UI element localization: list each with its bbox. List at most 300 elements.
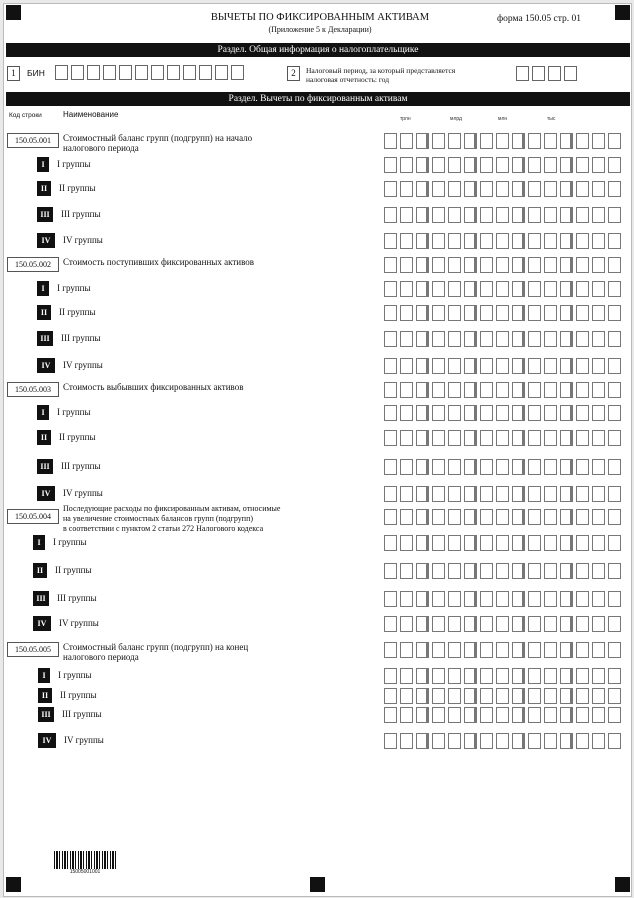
- amount-cell[interactable]: [544, 486, 557, 502]
- amount-cell[interactable]: [592, 733, 605, 749]
- amount-cell[interactable]: [464, 382, 477, 398]
- amount-cell[interactable]: [480, 430, 493, 446]
- amount-cell[interactable]: [432, 233, 445, 249]
- amount-cell[interactable]: [496, 535, 509, 551]
- amount-cell[interactable]: [480, 133, 493, 149]
- amount-cell[interactable]: [496, 233, 509, 249]
- amount-cell[interactable]: [496, 331, 509, 347]
- amount-cell[interactable]: [608, 207, 621, 223]
- amount-cell[interactable]: [448, 707, 461, 723]
- amount-cell[interactable]: [544, 331, 557, 347]
- amount-cell[interactable]: [384, 305, 397, 321]
- group-amount-cells[interactable]: [384, 707, 624, 723]
- amount-cell[interactable]: [384, 430, 397, 446]
- amount-cell[interactable]: [384, 459, 397, 475]
- amount-cell[interactable]: [416, 133, 429, 149]
- amount-cell[interactable]: [432, 486, 445, 502]
- amount-cell[interactable]: [528, 668, 541, 684]
- amount-cell[interactable]: [384, 181, 397, 197]
- amount-cell[interactable]: [544, 257, 557, 273]
- bin-input-cells[interactable]: [55, 65, 244, 80]
- amount-cell[interactable]: [528, 233, 541, 249]
- amount-cell[interactable]: [480, 181, 493, 197]
- amount-cell[interactable]: [432, 707, 445, 723]
- amount-cell[interactable]: [512, 509, 525, 525]
- amount-cell[interactable]: [384, 257, 397, 273]
- group-amount-cells[interactable]: [384, 535, 624, 551]
- group-amount-cells[interactable]: [384, 563, 624, 579]
- row-amount-cells[interactable]: [384, 257, 624, 273]
- amount-cell[interactable]: [496, 382, 509, 398]
- amount-cell[interactable]: [496, 688, 509, 704]
- amount-cell[interactable]: [432, 733, 445, 749]
- amount-cell[interactable]: [576, 305, 589, 321]
- amount-cell[interactable]: [400, 430, 413, 446]
- amount-cell[interactable]: [528, 207, 541, 223]
- amount-cell[interactable]: [416, 509, 429, 525]
- amount-cell[interactable]: [576, 509, 589, 525]
- amount-cell[interactable]: [560, 707, 573, 723]
- amount-cell[interactable]: [512, 642, 525, 658]
- amount-cell[interactable]: [512, 382, 525, 398]
- amount-cell[interactable]: [384, 668, 397, 684]
- amount-cell[interactable]: [464, 207, 477, 223]
- amount-cell[interactable]: [528, 181, 541, 197]
- amount-cell[interactable]: [464, 233, 477, 249]
- amount-cell[interactable]: [576, 157, 589, 173]
- amount-cell[interactable]: [560, 642, 573, 658]
- amount-cell[interactable]: [576, 563, 589, 579]
- amount-cell[interactable]: [416, 358, 429, 374]
- amount-cell[interactable]: [400, 233, 413, 249]
- amount-cell[interactable]: [416, 707, 429, 723]
- amount-cell[interactable]: [576, 668, 589, 684]
- amount-cell[interactable]: [416, 563, 429, 579]
- group-amount-cells[interactable]: [384, 281, 624, 297]
- amount-cell[interactable]: [592, 257, 605, 273]
- bin-cell[interactable]: [71, 65, 84, 80]
- amount-cell[interactable]: [464, 591, 477, 607]
- amount-cell[interactable]: [528, 358, 541, 374]
- amount-cell[interactable]: [432, 668, 445, 684]
- amount-cell[interactable]: [448, 405, 461, 421]
- amount-cell[interactable]: [416, 233, 429, 249]
- row-amount-cells[interactable]: [384, 642, 624, 658]
- amount-cell[interactable]: [512, 305, 525, 321]
- amount-cell[interactable]: [512, 233, 525, 249]
- amount-cell[interactable]: [416, 535, 429, 551]
- amount-cell[interactable]: [512, 157, 525, 173]
- amount-cell[interactable]: [544, 358, 557, 374]
- amount-cell[interactable]: [544, 405, 557, 421]
- amount-cell[interactable]: [448, 688, 461, 704]
- amount-cell[interactable]: [560, 563, 573, 579]
- amount-cell[interactable]: [416, 459, 429, 475]
- bin-cell[interactable]: [183, 65, 196, 80]
- amount-cell[interactable]: [480, 733, 493, 749]
- amount-cell[interactable]: [400, 459, 413, 475]
- amount-cell[interactable]: [416, 668, 429, 684]
- amount-cell[interactable]: [592, 591, 605, 607]
- amount-cell[interactable]: [592, 382, 605, 398]
- amount-cell[interactable]: [400, 733, 413, 749]
- group-amount-cells[interactable]: [384, 181, 624, 197]
- amount-cell[interactable]: [400, 305, 413, 321]
- amount-cell[interactable]: [608, 281, 621, 297]
- amount-cell[interactable]: [576, 133, 589, 149]
- amount-cell[interactable]: [528, 733, 541, 749]
- amount-cell[interactable]: [544, 688, 557, 704]
- amount-cell[interactable]: [528, 305, 541, 321]
- amount-cell[interactable]: [560, 157, 573, 173]
- amount-cell[interactable]: [512, 133, 525, 149]
- amount-cell[interactable]: [400, 591, 413, 607]
- group-amount-cells[interactable]: [384, 486, 624, 502]
- amount-cell[interactable]: [544, 591, 557, 607]
- amount-cell[interactable]: [480, 305, 493, 321]
- amount-cell[interactable]: [432, 509, 445, 525]
- amount-cell[interactable]: [608, 486, 621, 502]
- amount-cell[interactable]: [384, 207, 397, 223]
- amount-cell[interactable]: [432, 642, 445, 658]
- amount-cell[interactable]: [592, 430, 605, 446]
- amount-cell[interactable]: [432, 688, 445, 704]
- amount-cell[interactable]: [512, 668, 525, 684]
- amount-cell[interactable]: [480, 281, 493, 297]
- amount-cell[interactable]: [464, 331, 477, 347]
- amount-cell[interactable]: [592, 668, 605, 684]
- amount-cell[interactable]: [576, 257, 589, 273]
- group-amount-cells[interactable]: [384, 459, 624, 475]
- amount-cell[interactable]: [480, 535, 493, 551]
- amount-cell[interactable]: [496, 405, 509, 421]
- amount-cell[interactable]: [496, 207, 509, 223]
- amount-cell[interactable]: [480, 358, 493, 374]
- year-cell[interactable]: [516, 66, 529, 81]
- amount-cell[interactable]: [464, 157, 477, 173]
- amount-cell[interactable]: [512, 207, 525, 223]
- amount-cell[interactable]: [384, 688, 397, 704]
- amount-cell[interactable]: [528, 707, 541, 723]
- amount-cell[interactable]: [480, 563, 493, 579]
- amount-cell[interactable]: [384, 591, 397, 607]
- amount-cell[interactable]: [416, 305, 429, 321]
- amount-cell[interactable]: [560, 459, 573, 475]
- amount-cell[interactable]: [512, 688, 525, 704]
- amount-cell[interactable]: [592, 358, 605, 374]
- amount-cell[interactable]: [544, 642, 557, 658]
- amount-cell[interactable]: [560, 181, 573, 197]
- amount-cell[interactable]: [464, 535, 477, 551]
- amount-cell[interactable]: [416, 486, 429, 502]
- amount-cell[interactable]: [400, 257, 413, 273]
- amount-cell[interactable]: [400, 616, 413, 632]
- amount-cell[interactable]: [592, 207, 605, 223]
- amount-cell[interactable]: [480, 382, 493, 398]
- amount-cell[interactable]: [592, 233, 605, 249]
- amount-cell[interactable]: [480, 157, 493, 173]
- amount-cell[interactable]: [448, 382, 461, 398]
- amount-cell[interactable]: [448, 430, 461, 446]
- amount-cell[interactable]: [512, 563, 525, 579]
- amount-cell[interactable]: [496, 281, 509, 297]
- amount-cell[interactable]: [560, 281, 573, 297]
- amount-cell[interactable]: [400, 207, 413, 223]
- amount-cell[interactable]: [448, 563, 461, 579]
- amount-cell[interactable]: [592, 459, 605, 475]
- amount-cell[interactable]: [576, 233, 589, 249]
- amount-cell[interactable]: [448, 281, 461, 297]
- group-amount-cells[interactable]: [384, 207, 624, 223]
- amount-cell[interactable]: [592, 181, 605, 197]
- bin-cell[interactable]: [103, 65, 116, 80]
- amount-cell[interactable]: [528, 257, 541, 273]
- amount-cell[interactable]: [592, 688, 605, 704]
- amount-cell[interactable]: [576, 207, 589, 223]
- amount-cell[interactable]: [608, 616, 621, 632]
- amount-cell[interactable]: [432, 563, 445, 579]
- amount-cell[interactable]: [576, 733, 589, 749]
- amount-cell[interactable]: [400, 668, 413, 684]
- amount-cell[interactable]: [464, 707, 477, 723]
- amount-cell[interactable]: [432, 207, 445, 223]
- amount-cell[interactable]: [528, 486, 541, 502]
- amount-cell[interactable]: [592, 707, 605, 723]
- amount-cell[interactable]: [576, 281, 589, 297]
- amount-cell[interactable]: [592, 535, 605, 551]
- amount-cell[interactable]: [608, 257, 621, 273]
- amount-cell[interactable]: [384, 331, 397, 347]
- amount-cell[interactable]: [480, 486, 493, 502]
- amount-cell[interactable]: [576, 358, 589, 374]
- amount-cell[interactable]: [608, 358, 621, 374]
- amount-cell[interactable]: [560, 207, 573, 223]
- amount-cell[interactable]: [608, 591, 621, 607]
- amount-cell[interactable]: [464, 486, 477, 502]
- amount-cell[interactable]: [576, 405, 589, 421]
- amount-cell[interactable]: [464, 430, 477, 446]
- amount-cell[interactable]: [448, 181, 461, 197]
- amount-cell[interactable]: [416, 642, 429, 658]
- bin-cell[interactable]: [199, 65, 212, 80]
- amount-cell[interactable]: [576, 181, 589, 197]
- amount-cell[interactable]: [576, 616, 589, 632]
- amount-cell[interactable]: [608, 157, 621, 173]
- amount-cell[interactable]: [432, 430, 445, 446]
- amount-cell[interactable]: [480, 405, 493, 421]
- amount-cell[interactable]: [544, 281, 557, 297]
- amount-cell[interactable]: [448, 331, 461, 347]
- amount-cell[interactable]: [384, 509, 397, 525]
- amount-cell[interactable]: [544, 509, 557, 525]
- amount-cell[interactable]: [400, 535, 413, 551]
- amount-cell[interactable]: [416, 382, 429, 398]
- amount-cell[interactable]: [560, 430, 573, 446]
- amount-cell[interactable]: [576, 430, 589, 446]
- group-amount-cells[interactable]: [384, 733, 624, 749]
- amount-cell[interactable]: [400, 509, 413, 525]
- amount-cell[interactable]: [464, 688, 477, 704]
- amount-cell[interactable]: [432, 405, 445, 421]
- amount-cell[interactable]: [528, 382, 541, 398]
- amount-cell[interactable]: [400, 382, 413, 398]
- amount-cell[interactable]: [528, 281, 541, 297]
- amount-cell[interactable]: [432, 305, 445, 321]
- amount-cell[interactable]: [496, 707, 509, 723]
- amount-cell[interactable]: [608, 459, 621, 475]
- amount-cell[interactable]: [416, 157, 429, 173]
- amount-cell[interactable]: [528, 616, 541, 632]
- amount-cell[interactable]: [400, 157, 413, 173]
- amount-cell[interactable]: [464, 668, 477, 684]
- amount-cell[interactable]: [480, 707, 493, 723]
- amount-cell[interactable]: [544, 616, 557, 632]
- amount-cell[interactable]: [384, 405, 397, 421]
- amount-cell[interactable]: [592, 642, 605, 658]
- amount-cell[interactable]: [496, 642, 509, 658]
- amount-cell[interactable]: [512, 733, 525, 749]
- group-amount-cells[interactable]: [384, 616, 624, 632]
- amount-cell[interactable]: [432, 616, 445, 632]
- amount-cell[interactable]: [432, 281, 445, 297]
- amount-cell[interactable]: [496, 733, 509, 749]
- amount-cell[interactable]: [496, 157, 509, 173]
- amount-cell[interactable]: [608, 233, 621, 249]
- amount-cell[interactable]: [512, 486, 525, 502]
- amount-cell[interactable]: [480, 233, 493, 249]
- amount-cell[interactable]: [464, 509, 477, 525]
- amount-cell[interactable]: [480, 207, 493, 223]
- amount-cell[interactable]: [528, 563, 541, 579]
- bin-cell[interactable]: [87, 65, 100, 80]
- amount-cell[interactable]: [544, 207, 557, 223]
- amount-cell[interactable]: [560, 688, 573, 704]
- amount-cell[interactable]: [576, 535, 589, 551]
- amount-cell[interactable]: [416, 591, 429, 607]
- amount-cell[interactable]: [448, 642, 461, 658]
- group-amount-cells[interactable]: [384, 430, 624, 446]
- group-amount-cells[interactable]: [384, 331, 624, 347]
- amount-cell[interactable]: [560, 535, 573, 551]
- amount-cell[interactable]: [608, 563, 621, 579]
- amount-cell[interactable]: [448, 257, 461, 273]
- amount-cell[interactable]: [608, 305, 621, 321]
- amount-cell[interactable]: [400, 358, 413, 374]
- amount-cell[interactable]: [512, 591, 525, 607]
- amount-cell[interactable]: [496, 616, 509, 632]
- amount-cell[interactable]: [544, 668, 557, 684]
- amount-cell[interactable]: [608, 707, 621, 723]
- amount-cell[interactable]: [432, 591, 445, 607]
- group-amount-cells[interactable]: [384, 688, 624, 704]
- amount-cell[interactable]: [592, 486, 605, 502]
- amount-cell[interactable]: [480, 331, 493, 347]
- bin-cell[interactable]: [135, 65, 148, 80]
- amount-cell[interactable]: [608, 733, 621, 749]
- amount-cell[interactable]: [416, 430, 429, 446]
- amount-cell[interactable]: [576, 642, 589, 658]
- amount-cell[interactable]: [544, 382, 557, 398]
- amount-cell[interactable]: [496, 133, 509, 149]
- amount-cell[interactable]: [448, 535, 461, 551]
- amount-cell[interactable]: [528, 157, 541, 173]
- amount-cell[interactable]: [448, 358, 461, 374]
- amount-cell[interactable]: [464, 616, 477, 632]
- amount-cell[interactable]: [592, 616, 605, 632]
- amount-cell[interactable]: [576, 486, 589, 502]
- amount-cell[interactable]: [416, 207, 429, 223]
- amount-cell[interactable]: [528, 430, 541, 446]
- amount-cell[interactable]: [448, 591, 461, 607]
- amount-cell[interactable]: [464, 305, 477, 321]
- amount-cell[interactable]: [512, 616, 525, 632]
- row-amount-cells[interactable]: [384, 509, 624, 525]
- amount-cell[interactable]: [544, 305, 557, 321]
- amount-cell[interactable]: [592, 281, 605, 297]
- amount-cell[interactable]: [608, 133, 621, 149]
- amount-cell[interactable]: [464, 733, 477, 749]
- amount-cell[interactable]: [416, 257, 429, 273]
- amount-cell[interactable]: [528, 133, 541, 149]
- amount-cell[interactable]: [384, 733, 397, 749]
- amount-cell[interactable]: [480, 591, 493, 607]
- amount-cell[interactable]: [592, 509, 605, 525]
- amount-cell[interactable]: [560, 382, 573, 398]
- amount-cell[interactable]: [560, 257, 573, 273]
- amount-cell[interactable]: [544, 233, 557, 249]
- amount-cell[interactable]: [464, 405, 477, 421]
- amount-cell[interactable]: [544, 707, 557, 723]
- amount-cell[interactable]: [432, 257, 445, 273]
- amount-cell[interactable]: [560, 331, 573, 347]
- amount-cell[interactable]: [480, 688, 493, 704]
- amount-cell[interactable]: [384, 707, 397, 723]
- group-amount-cells[interactable]: [384, 358, 624, 374]
- amount-cell[interactable]: [560, 591, 573, 607]
- amount-cell[interactable]: [464, 181, 477, 197]
- amount-cell[interactable]: [560, 358, 573, 374]
- amount-cell[interactable]: [608, 509, 621, 525]
- amount-cell[interactable]: [480, 642, 493, 658]
- amount-cell[interactable]: [608, 405, 621, 421]
- bin-cell[interactable]: [215, 65, 228, 80]
- amount-cell[interactable]: [448, 459, 461, 475]
- amount-cell[interactable]: [416, 688, 429, 704]
- amount-cell[interactable]: [608, 535, 621, 551]
- amount-cell[interactable]: [608, 181, 621, 197]
- amount-cell[interactable]: [400, 281, 413, 297]
- amount-cell[interactable]: [448, 509, 461, 525]
- amount-cell[interactable]: [544, 430, 557, 446]
- bin-cell[interactable]: [119, 65, 132, 80]
- amount-cell[interactable]: [512, 331, 525, 347]
- amount-cell[interactable]: [512, 181, 525, 197]
- amount-cell[interactable]: [608, 688, 621, 704]
- amount-cell[interactable]: [480, 509, 493, 525]
- bin-cell[interactable]: [55, 65, 68, 80]
- group-amount-cells[interactable]: [384, 305, 624, 321]
- amount-cell[interactable]: [416, 405, 429, 421]
- amount-cell[interactable]: [384, 616, 397, 632]
- amount-cell[interactable]: [608, 642, 621, 658]
- amount-cell[interactable]: [544, 133, 557, 149]
- amount-cell[interactable]: [448, 233, 461, 249]
- bin-cell[interactable]: [167, 65, 180, 80]
- amount-cell[interactable]: [448, 733, 461, 749]
- amount-cell[interactable]: [464, 459, 477, 475]
- amount-cell[interactable]: [592, 133, 605, 149]
- amount-cell[interactable]: [432, 358, 445, 374]
